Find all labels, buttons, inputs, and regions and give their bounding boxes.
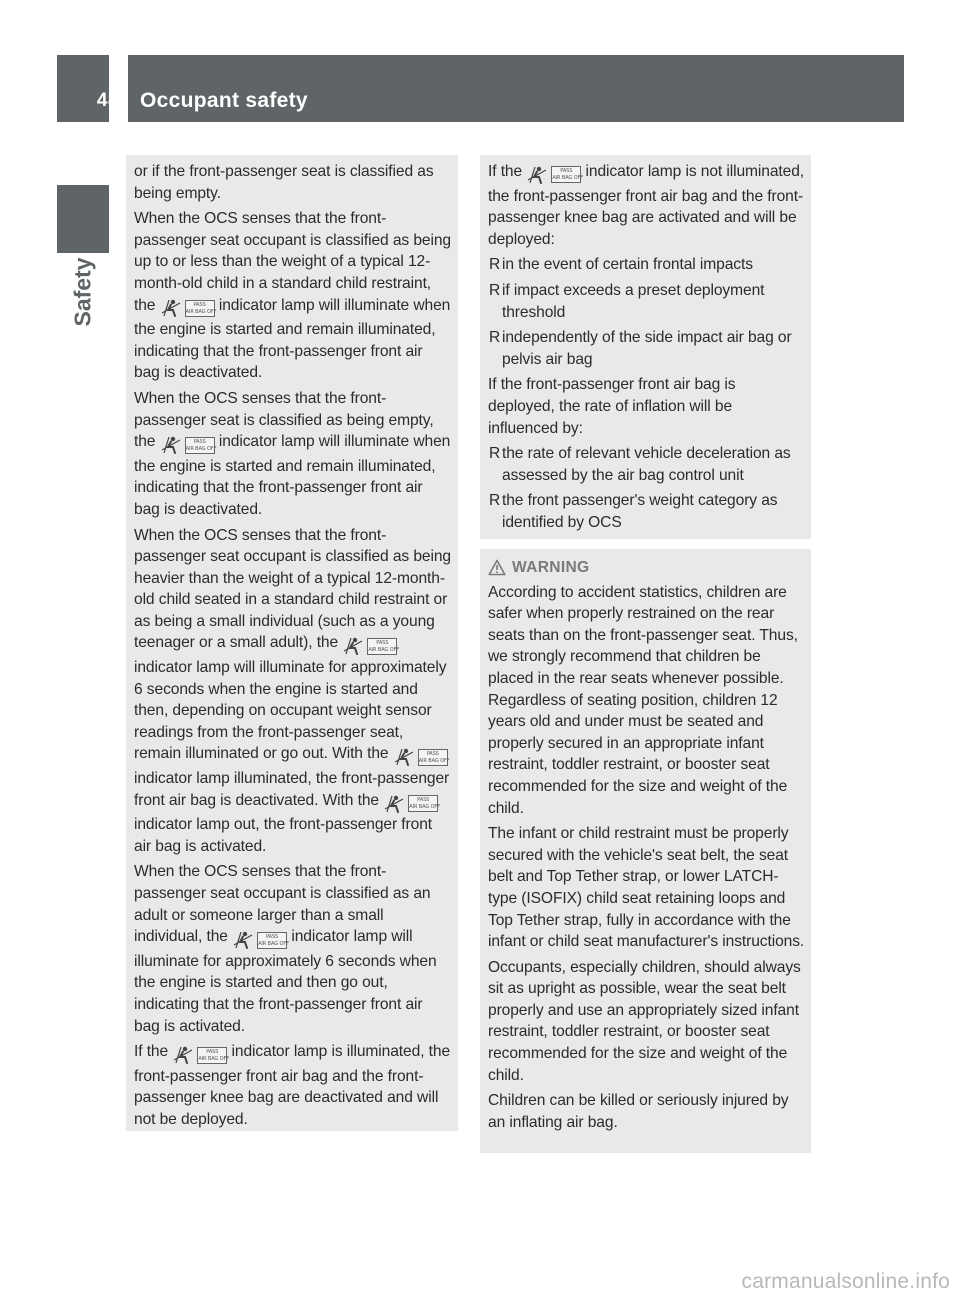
- list-item: [488, 327, 805, 370]
- pass-air-bag-off-icon: [185, 300, 215, 317]
- pass-label: PASS: [376, 639, 389, 646]
- pass-air-bag-off-icon: [418, 749, 448, 766]
- paragraph: [134, 388, 452, 521]
- paragraph: [488, 582, 805, 820]
- text: When the OCS senses that the front-passenger seat occupant is classified as an adult or someone larger than a small individual, the: [134, 863, 431, 946]
- pass-label: PASS: [193, 301, 206, 308]
- list-item-text: the rate of relevant vehicle deceleration as assessed by the air bag control unit: [502, 445, 791, 484]
- pass-air-bag-indicator: [172, 1044, 230, 1066]
- air-bag-off-label: AIR BAG OFF: [552, 175, 584, 182]
- text: or if the front-passenger seat is classified as being empty.: [134, 163, 434, 202]
- section-marker: [57, 185, 109, 253]
- seat-occupant-icon: [342, 637, 364, 655]
- air-bag-off-label: AIR BAG OFF: [409, 804, 440, 810]
- section-label: Safety: [69, 257, 96, 327]
- text: If the: [134, 1043, 169, 1061]
- text: indicator lamp is not illuminated, the front-passenger front air bag and the front-passenger knee bag are activated and will be deployed:: [488, 163, 805, 248]
- pass-air-bag-indicator: [342, 635, 400, 657]
- seat-occupant-icon: [526, 166, 548, 184]
- air-bag-off-label: AIR BAG OFF: [185, 445, 217, 452]
- bullet-icon: R: [489, 445, 501, 463]
- text: If the: [488, 163, 523, 180]
- pass-air-bag-off-icon: [257, 932, 287, 949]
- text: Children can be killed or seriously injured by an inflating air bag.: [488, 1092, 789, 1131]
- seat-occupant-icon: [160, 436, 182, 454]
- list-item: [488, 280, 805, 323]
- paragraph: [488, 1090, 805, 1133]
- paragraph: [488, 957, 805, 1087]
- bullet-icon: R: [489, 281, 501, 299]
- list-item-text: if impact exceeds a preset deployment threshold: [502, 281, 765, 321]
- pass-label: PASS: [193, 438, 206, 445]
- air-bag-off-label: AIR BAG OFF: [368, 646, 400, 653]
- text: indicator lamp will illuminate for approximately 6 seconds when the engine is started and then, depending on occupant weight sensor readings from the front-passenger seat, remain illuminated or go out. With the: [134, 659, 447, 763]
- list-item-text: in the event of certain frontal impacts: [502, 256, 753, 274]
- page-number: 48: [96, 90, 119, 111]
- text: indicator lamp illuminated, the front-passenger front air bag is deactivated. With the: [134, 770, 450, 809]
- pass-air-bag-indicator: [232, 929, 287, 951]
- bullet-icon: R: [489, 329, 501, 347]
- paragraph: [134, 208, 452, 384]
- bullet-list: [488, 443, 805, 533]
- text: indicator lamp out, the front-passenger front air bag is activated.: [134, 816, 433, 855]
- pass-air-bag-indicator: [160, 434, 215, 456]
- pass-label: PASS: [206, 1048, 219, 1055]
- pass-air-bag-off-icon: [408, 795, 438, 812]
- warning-title: WARNING: [512, 559, 590, 576]
- right-info-box: [480, 155, 811, 539]
- warning-triangle-icon: [488, 559, 506, 576]
- pass-air-bag-indicator: [383, 793, 438, 815]
- text: The infant or child restraint must be properly secured with the vehicle's seat belt, the seat belt and Top Tether strap, or lower LATCH-type (ISOFIX) child seat retaining loops and Top Tether strap, fully in accordance with the infant or child seat manufacturer's instructions.: [488, 825, 805, 951]
- text: indicator lamp will illuminate for approximately 6 seconds when the engine is started and then go out, indicating that the front-passenger front air bag is activated.: [134, 928, 437, 1035]
- bullet-icon: R: [489, 256, 501, 274]
- watermark: carmanualsonline.info: [741, 1270, 950, 1293]
- pass-air-bag-off-icon: [197, 1047, 230, 1064]
- paragraph: [134, 1041, 452, 1130]
- text: When the OCS senses that the front-passenger seat occupant is classified as being up to or less than the weight of a typical 12-month-old child in a standard child restraint, the: [134, 210, 451, 314]
- pass-label: PASS: [417, 797, 430, 803]
- pass-air-bag-indicator: [393, 746, 448, 768]
- seat-occupant-icon: [383, 795, 405, 813]
- text: When the OCS senses that the front-passenger seat occupant is classified as being heavier than the weight of a typical 12-month-old child seated in a standard child restraint or as being a small individual (such as a young teenager or a small adult), the: [134, 526, 451, 652]
- air-bag-off-label: AIR BAG OFF: [418, 757, 450, 764]
- seat-occupant-icon: [172, 1046, 194, 1064]
- list-item: [488, 254, 805, 276]
- air-bag-off-label: AIR BAG OFF: [258, 940, 289, 947]
- text: indicator lamp will illuminate when the engine is started and remain illuminated, indicating that the front-passenger front air bag is deactivated.: [134, 433, 451, 518]
- seat-occupant-icon: [393, 748, 415, 766]
- paragraph: [134, 525, 452, 858]
- text: According to accident statistics, children are safer when properly restrained on the rear seats than on the front-passenger seat. Thus, we strongly recommend that children be placed in the rear seats whenever possible. Regardless of seating position, children 12 years old and under must be seated and properly secured in an appropriate infant restraint, toddler restraint, or booster seat recommended for the size and weight of the child.: [488, 583, 798, 817]
- warning-header: [488, 557, 805, 579]
- text: Occupants, especially children, should always sit as upright as possible, wear the seat belt properly and use an appropriately sized infant restraint, toddler restraint, or booster seat recommended for the size and weight of the child.: [488, 958, 801, 1084]
- page-title: Occupant safety: [140, 89, 308, 112]
- paragraph: [488, 374, 805, 439]
- pass-air-bag-off-icon: [185, 437, 215, 454]
- list-item-text: independently of the side impact air bag or pelvis air bag: [502, 329, 792, 368]
- seat-occupant-icon: [232, 931, 254, 949]
- warning-box: [480, 549, 811, 1153]
- bullet-list: [488, 254, 805, 370]
- paragraph: [134, 861, 452, 1037]
- text: When the OCS senses that the front-passenger seat is classified as being empty, the: [134, 389, 434, 451]
- bullet-icon: R: [489, 492, 501, 510]
- text: indicator lamp will illuminate when the engine is started and remain illuminated, indicating that the front-passenger front air bag is deactivated.: [134, 296, 451, 382]
- left-info-box: [126, 155, 458, 1131]
- air-bag-off-label: AIR BAG OFF: [198, 1055, 230, 1062]
- air-bag-off-label: AIR BAG OFF: [185, 308, 217, 315]
- list-item: [488, 443, 805, 486]
- paragraph: [134, 161, 452, 204]
- list-item: [488, 490, 805, 533]
- paragraph: [488, 823, 805, 953]
- pass-label: PASS: [266, 933, 279, 940]
- pass-air-bag-off-icon: [367, 638, 400, 655]
- pass-label: PASS: [426, 750, 439, 757]
- text: If the front-passenger front air bag is deployed, the rate of inflation will be influenced by:: [488, 376, 736, 437]
- pass-air-bag-indicator: [526, 164, 584, 186]
- pass-air-bag-off-icon: [551, 166, 584, 183]
- text: indicator lamp is illuminated, the front-passenger front air bag and the front-passenger knee bag are deactivated and will not be deployed.: [134, 1043, 451, 1128]
- pass-air-bag-indicator: [160, 298, 215, 320]
- paragraph: [488, 161, 805, 250]
- seat-occupant-icon: [160, 299, 182, 317]
- pass-label: PASS: [560, 168, 573, 175]
- list-item-text: the front passenger's weight category as identified by OCS: [502, 492, 778, 531]
